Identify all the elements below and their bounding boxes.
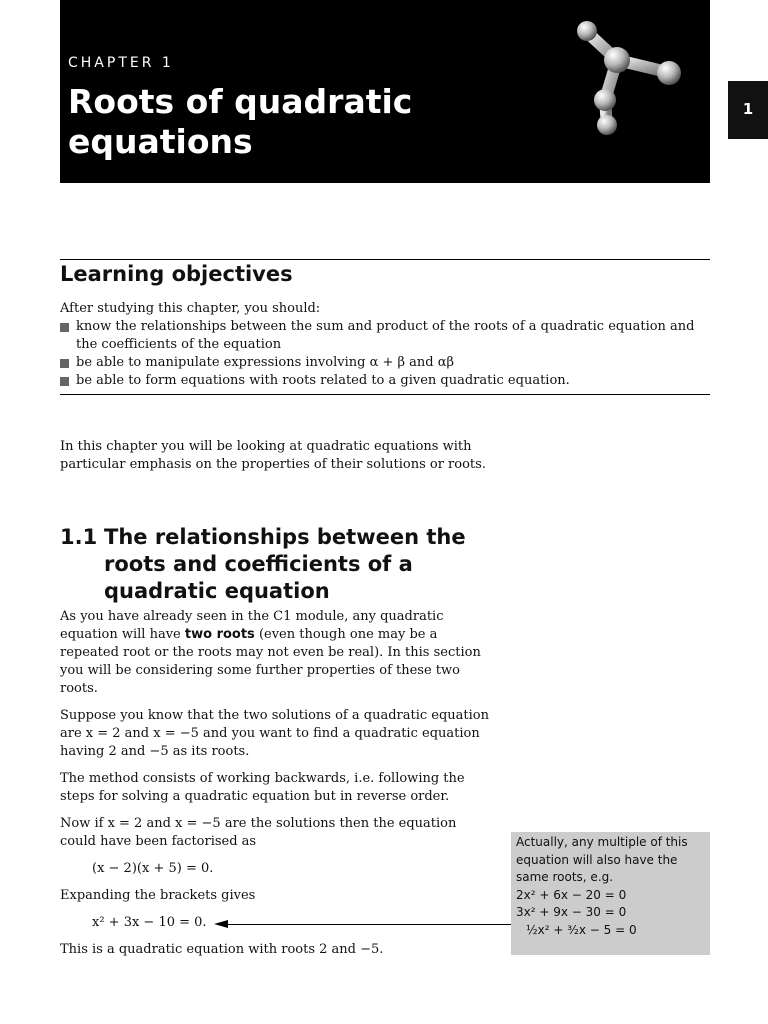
- section-paragraph-4: Now if x = 2 and x = −5 are the solutions then the equation could have been factorised as: [60, 816, 457, 849]
- margin-note-equation: 2x² + 6x − 20 = 0: [516, 887, 627, 902]
- objective-text: know the relationships between the sum and product of the roots of a quadratic equation and the coefficients of the equation: [76, 319, 695, 352]
- divider-bottom: [60, 394, 710, 395]
- arrow-head-icon: [214, 920, 228, 928]
- chapter-tab: 1: [728, 81, 768, 139]
- section-paragraph-3: The method consists of working backwards, i.e. following the steps for solving a quadratic equation but in reverse order.: [60, 771, 465, 804]
- square-bullet-icon: [60, 359, 69, 368]
- equation-factorised: (x − 2)(x + 5) = 0.: [92, 861, 214, 876]
- learning-objectives-list: [60, 318, 710, 390]
- divider-top: [60, 259, 710, 260]
- margin-note: [511, 832, 710, 955]
- objective-text: be able to manipulate expressions involving α + β and αβ: [76, 355, 455, 370]
- list-item: [60, 354, 710, 372]
- annotation-arrow-line: [226, 924, 511, 925]
- intro-paragraph: In this chapter you will be looking at quadratic equations with particular emphasis on the properties of their solutions or roots.: [60, 439, 486, 472]
- molecule-icon: [565, 15, 690, 135]
- section-number: 1.1: [60, 525, 98, 549]
- margin-note-text: Actually, any multiple of this equation will also have the same roots, e.g.: [516, 835, 688, 884]
- list-item: [60, 372, 710, 390]
- square-bullet-icon: [60, 377, 69, 386]
- chapter-label: CHAPTER 1: [68, 55, 174, 71]
- section-paragraph-6: This is a quadratic equation with roots 2 and −5.: [60, 942, 384, 957]
- section-paragraph-2: Suppose you know that the two solutions of a quadratic equation are x = 2 and x = −5 and you want to find a quadratic equation having 2 and −5 as its roots.: [60, 708, 490, 759]
- paragraph-text: As you have already seen in the C1 module, any quadratic equation will have: [60, 609, 444, 642]
- chapter-title: Roots of quadratic equations: [68, 82, 413, 161]
- objective-text: be able to form equations with roots related to a given quadratic equation.: [76, 373, 570, 388]
- paragraph-text: (even though one may be a repeated root or the roots may not even be real). In this section you will be considering some further properties of these two roots.: [60, 627, 481, 696]
- section-title: The relationships between the roots and coefficients of a quadratic equation: [104, 525, 466, 603]
- bold-term: two roots: [184, 627, 255, 642]
- section-paragraph-5: Expanding the brackets gives: [60, 888, 256, 903]
- margin-note-equation: 3x² + 9x − 30 = 0: [516, 905, 627, 919]
- chapter-banner: [60, 0, 710, 183]
- margin-note-equation: ½x² + ³⁄₂x − 5 = 0: [526, 922, 637, 937]
- equation-expanded: x² + 3x − 10 = 0.: [92, 915, 207, 930]
- section-paragraph-1: [60, 608, 490, 698]
- learning-objectives-heading: Learning objectives: [60, 262, 293, 286]
- learning-objectives-intro: After studying this chapter, you should:: [60, 301, 321, 316]
- list-item: [60, 318, 710, 354]
- square-bullet-icon: [60, 323, 69, 332]
